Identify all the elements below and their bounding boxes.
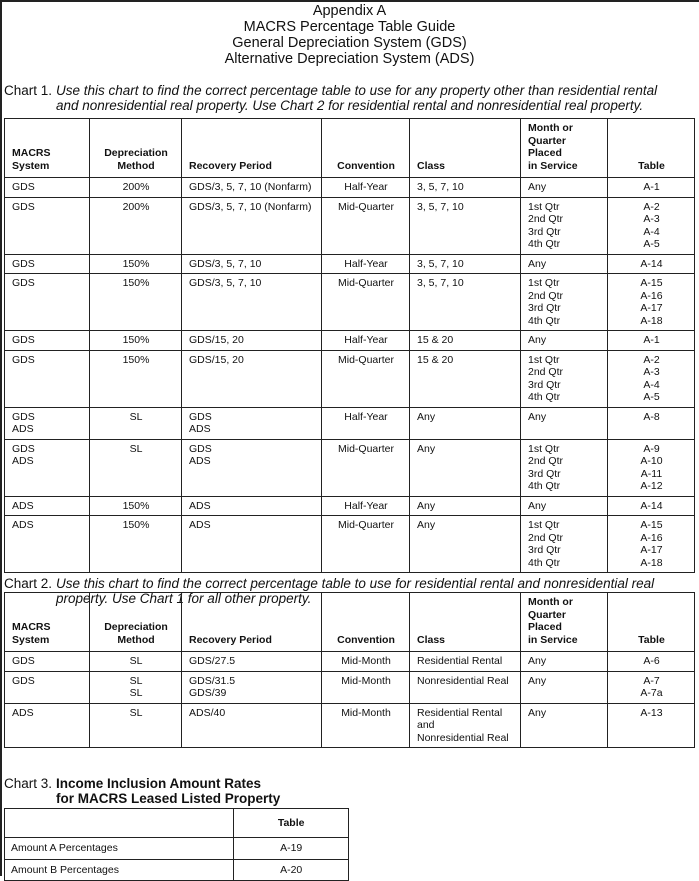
table-row: [5, 671, 695, 703]
table-cell: A-14: [608, 254, 695, 274]
table-row: [5, 652, 695, 672]
column-header: Recovery Period: [182, 119, 322, 178]
table-cell: A-1: [608, 331, 695, 351]
table-cell: 1st Qtr 2nd Qtr 3rd Qtr 4th Qtr: [521, 516, 608, 573]
table-row: [5, 439, 695, 496]
table-cell: Any: [521, 496, 608, 516]
title-line: Alternative Depreciation System (ADS): [224, 51, 475, 67]
table-cell: 1st Qtr 2nd Qtr 3rd Qtr 4th Qtr: [521, 350, 608, 407]
table-cell: GDS ADS: [182, 407, 322, 439]
table-cell: Any: [410, 439, 521, 496]
table-row: [5, 274, 695, 331]
chart3-title: Income Inclusion Amount Rates: [56, 776, 262, 791]
chart3-table: [4, 808, 349, 881]
table-row: [5, 516, 695, 573]
table-row: [5, 859, 349, 881]
column-header: Convention: [322, 119, 410, 178]
table-cell: 3, 5, 7, 10: [410, 178, 521, 198]
table-cell: 150%: [90, 516, 182, 573]
table-cell: GDS: [5, 331, 90, 351]
table-cell: A-7 A-7a: [608, 671, 695, 703]
chart3-title-cont: for MACRS Leased Listed Property: [56, 791, 281, 806]
chart3-intro: [4, 776, 280, 806]
table-cell: Mid-Quarter: [322, 197, 410, 254]
table-cell: A-1: [608, 178, 695, 198]
table-cell: Mid-Quarter: [322, 439, 410, 496]
chart1-text: Use this chart to find the correct percentage table to use for any property other than residential rental: [56, 83, 658, 98]
table-cell: Half-Year: [322, 178, 410, 198]
column-header: Recovery Period: [182, 593, 322, 652]
table-cell: A-20: [234, 859, 349, 881]
table-cell: GDS/27.5: [182, 652, 322, 672]
table-cell: SL: [90, 703, 182, 748]
table-cell: SL SL: [90, 671, 182, 703]
table-cell: 150%: [90, 350, 182, 407]
table-cell: GDS ADS: [5, 407, 90, 439]
table-cell: GDS/3, 5, 7, 10: [182, 254, 322, 274]
table-cell: Any: [410, 516, 521, 573]
table-cell: GDS: [5, 652, 90, 672]
table-cell: Any: [521, 671, 608, 703]
table-cell: Half-Year: [322, 407, 410, 439]
table-cell: GDS/15, 20: [182, 331, 322, 351]
column-header: Depreciation Method: [90, 119, 182, 178]
table-cell: Any: [410, 496, 521, 516]
column-header: MACRS System: [5, 593, 90, 652]
table-row: [5, 407, 695, 439]
table-cell: GDS ADS: [182, 439, 322, 496]
table-cell: Mid-Quarter: [322, 350, 410, 407]
table-cell: GDS/3, 5, 7, 10 (Nonfarm): [182, 178, 322, 198]
table-cell: 200%: [90, 178, 182, 198]
column-header: MACRS System: [5, 119, 90, 178]
header-row: [5, 119, 695, 178]
table-cell: Any: [521, 254, 608, 274]
table-cell: 150%: [90, 274, 182, 331]
table-cell: A-14: [608, 496, 695, 516]
table-cell: GDS: [5, 197, 90, 254]
column-header: Table: [608, 593, 695, 652]
table-cell: 3, 5, 7, 10: [410, 254, 521, 274]
table-row: [5, 178, 695, 198]
table-cell: GDS/3, 5, 7, 10: [182, 274, 322, 331]
table-cell: 3, 5, 7, 10: [410, 197, 521, 254]
table-cell: A-2 A-3 A-4 A-5: [608, 197, 695, 254]
chart3-label: Chart 3.: [4, 776, 53, 791]
header-row: [5, 809, 349, 838]
table-cell: 1st Qtr 2nd Qtr 3rd Qtr 4th Qtr: [521, 197, 608, 254]
chart1-intro: [4, 83, 657, 113]
table-cell: ADS: [182, 516, 322, 573]
table-cell: A-8: [608, 407, 695, 439]
chart1-label: Chart 1.: [4, 83, 53, 98]
table-cell: Mid-Month: [322, 671, 410, 703]
table-cell: SL: [90, 407, 182, 439]
column-header: Convention: [322, 593, 410, 652]
table-cell: 1st Qtr 2nd Qtr 3rd Qtr 4th Qtr: [521, 439, 608, 496]
column-header: [5, 809, 234, 838]
table-cell: Any: [410, 407, 521, 439]
table-cell: Any: [521, 407, 608, 439]
table-cell: Any: [521, 178, 608, 198]
table-cell: GDS: [5, 350, 90, 407]
table-cell: Any: [521, 331, 608, 351]
table-cell: A-2 A-3 A-4 A-5: [608, 350, 695, 407]
table-cell: A-15 A-16 A-17 A-18: [608, 274, 695, 331]
table-cell: 150%: [90, 331, 182, 351]
column-header: Class: [410, 593, 521, 652]
table-cell: A-19: [234, 838, 349, 860]
column-header: Month or Quarter Placed in Service: [521, 593, 608, 652]
table-cell: GDS: [5, 178, 90, 198]
table-cell: 15 & 20: [410, 350, 521, 407]
table-cell: GDS ADS: [5, 439, 90, 496]
table-cell: Any: [521, 703, 608, 748]
column-header: Depreciation Method: [90, 593, 182, 652]
table-cell: Residential Rental and Nonresidential Real: [410, 703, 521, 748]
table-cell: GDS/15, 20: [182, 350, 322, 407]
table-cell: ADS: [5, 516, 90, 573]
title-line: MACRS Percentage Table Guide: [243, 19, 456, 35]
column-header: Table: [608, 119, 695, 178]
table-cell: A-9 A-10 A-11 A-12: [608, 439, 695, 496]
table-cell: Amount A Percentages: [5, 838, 234, 860]
table-cell: A-6: [608, 652, 695, 672]
table-cell: Any: [521, 652, 608, 672]
table-cell: Mid-Quarter: [322, 274, 410, 331]
table-cell: 3, 5, 7, 10: [410, 274, 521, 331]
table-cell: SL: [90, 652, 182, 672]
table-cell: GDS/31.5 GDS/39: [182, 671, 322, 703]
table-cell: Half-Year: [322, 331, 410, 351]
column-header: Month or Quarter Placed in Service: [521, 119, 608, 178]
table-cell: ADS: [182, 496, 322, 516]
table-cell: A-13: [608, 703, 695, 748]
table-cell: GDS: [5, 254, 90, 274]
table-cell: ADS: [5, 496, 90, 516]
chart1-text-cont: and nonresidential real property. Use Chart 2 for residential rental and nonresidential real property.: [56, 98, 644, 113]
table-cell: A-15 A-16 A-17 A-18: [608, 516, 695, 573]
table-cell: 15 & 20: [410, 331, 521, 351]
table-cell: 1st Qtr 2nd Qtr 3rd Qtr 4th Qtr: [521, 274, 608, 331]
table-cell: Half-Year: [322, 254, 410, 274]
table-cell: Residential Rental: [410, 652, 521, 672]
table-cell: Mid-Month: [322, 703, 410, 748]
table-cell: SL: [90, 439, 182, 496]
chart2-label: Chart 2.: [4, 576, 53, 591]
table-cell: 150%: [90, 496, 182, 516]
title-line: Appendix A: [312, 3, 387, 19]
table-row: [5, 350, 695, 407]
chart1-table: [4, 118, 695, 573]
table-cell: Nonresidential Real: [410, 671, 521, 703]
table-cell: GDS: [5, 671, 90, 703]
page-title: [0, 3, 699, 67]
column-header: Table: [234, 809, 349, 838]
table-row: [5, 838, 349, 860]
table-cell: GDS: [5, 274, 90, 331]
table-row: [5, 197, 695, 254]
header-row: [5, 593, 695, 652]
table-row: [5, 703, 695, 748]
chart2-text-cont: property. Use Chart 1 for all other property.: [56, 591, 312, 606]
table-cell: ADS: [5, 703, 90, 748]
table-row: [5, 331, 695, 351]
title-line: General Depreciation System (GDS): [232, 35, 467, 51]
table-cell: ADS/40: [182, 703, 322, 748]
table-cell: 200%: [90, 197, 182, 254]
table-cell: Mid-Quarter: [322, 516, 410, 573]
table-row: [5, 496, 695, 516]
table-row: [5, 254, 695, 274]
chart2-table: [4, 592, 695, 748]
table-cell: Half-Year: [322, 496, 410, 516]
table-cell: 150%: [90, 254, 182, 274]
chart2-text: Use this chart to find the correct percentage table to use for residential rental and nonresidential real: [56, 576, 655, 591]
table-cell: Mid-Month: [322, 652, 410, 672]
column-header: Class: [410, 119, 521, 178]
table-cell: GDS/3, 5, 7, 10 (Nonfarm): [182, 197, 322, 254]
table-cell: Amount B Percentages: [5, 859, 234, 881]
